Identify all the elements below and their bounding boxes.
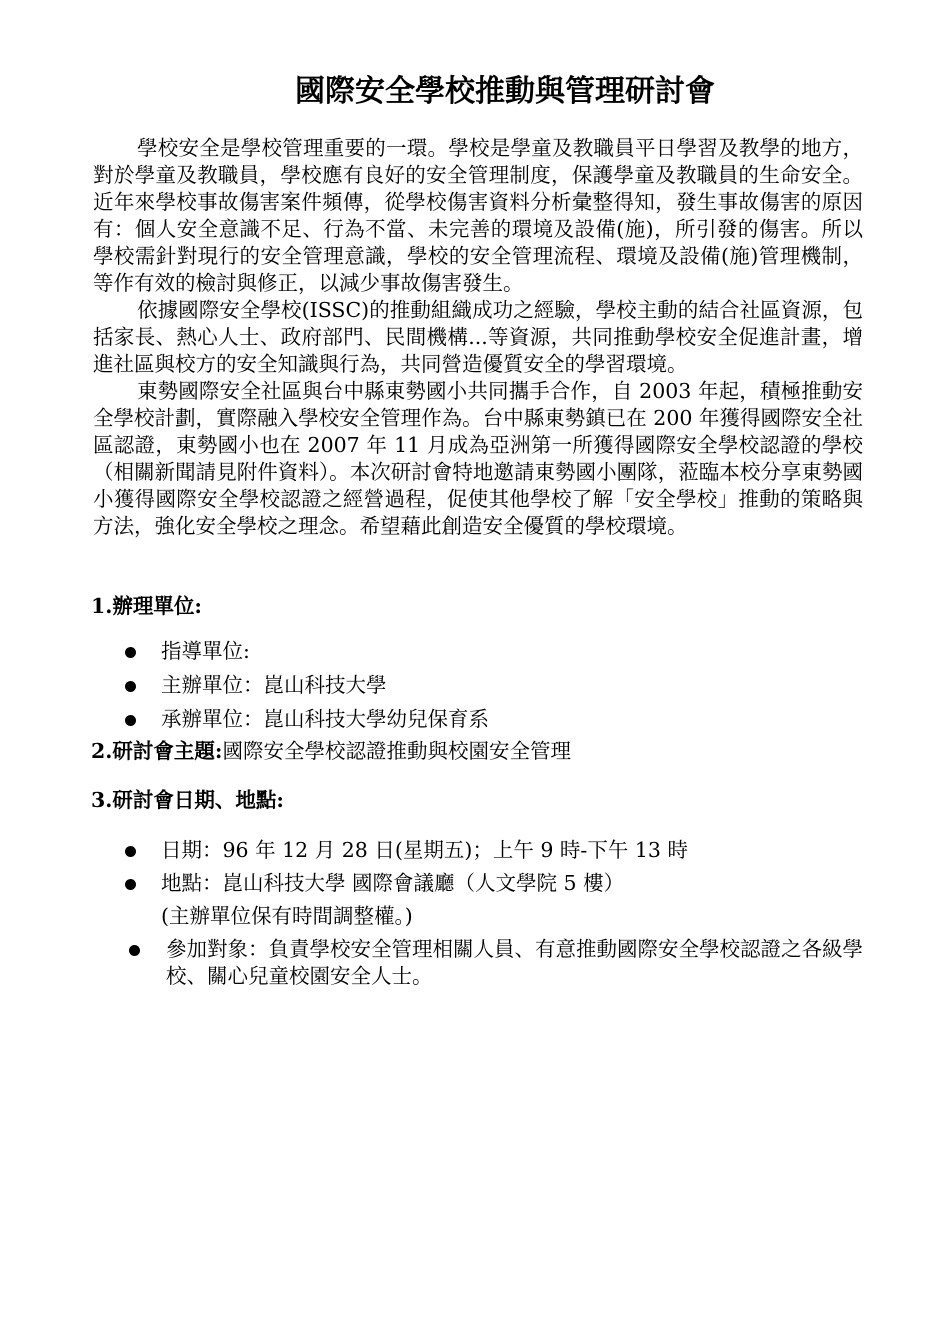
section-date-location	[91, 787, 871, 990]
section-1-heading: 1.辦理單位:	[91, 594, 202, 618]
list-item-participants: 參加對象：負責學校安全管理相關人員、有意推動國際安全學校認證之各級學校、關心兒童校園安全人士。	[91, 936, 871, 990]
bullet-icon	[125, 715, 136, 726]
theme-value: 國際安全學校認證推動與校園安全管理	[222, 739, 571, 763]
list-item-date: 日期：96 年 12 月 28 日(星期五)；上午 9 時-下午 13 時	[91, 837, 871, 864]
bullet-icon	[129, 945, 140, 956]
list-item: 指導單位:	[91, 638, 871, 665]
bullet-icon	[125, 681, 136, 692]
list-item: 主辦單位：崑山科技大學	[91, 672, 871, 699]
participants-list	[91, 936, 871, 990]
paragraph-2: 依據國際安全學校(ISSC)的推動組織成功之經驗，學校主動的結合社區資源，包括家長、熱心人士、政府部門、民間機構...等資源，共同推動學校安全促進計畫，增進社區與校方的安全知識與行為，共同營造優質安全的學習環境。	[93, 298, 863, 376]
list-item: 承辦單位：崑山科技大學幼兒保育系	[91, 706, 871, 733]
paragraph-1: 學校安全是學校管理重要的一環。學校是學童及教職員平日學習及教學的地方，對於學童及教職員，學校應有良好的安全管理制度，保護學童及教職員的生命安全。近年來學校事故傷害案件頻傳，從學校傷害資料分析彙整得知，發生事故傷害的原因有：個人安全意識不足、行為不當、未完善的環境及設備(施)，所引發的傷害。所以學校需針對現行的安全管理意識，學校的安全管理流程、環境及設備(施)管理機制，等作有效的檢討與修正，以減少事故傷害發生。	[93, 136, 863, 295]
list-item-location: 地點：崑山科技大學 國際會議廳（人文學院 5 樓）	[91, 870, 871, 897]
date-location-list	[91, 837, 871, 897]
bullet-icon	[125, 647, 136, 658]
schedule-note: (主辦單位保有時間調整權。)	[161, 904, 413, 928]
section-2-heading: 2.研討會主題:國際安全學校認證推動與校園安全管理	[91, 739, 571, 763]
paragraph-3: 東勢國際安全社區與台中縣東勢國小共同攜手合作，自 2003 年起，積極推動安全學校計劃，實際融入學校安全管理作為。台中縣東勢鎮已在 200 年獲得國際安全社區認證，東勢國小也在 2007 年 11 月成為亞洲第一所獲得國際安全學校認證的學校（相關新聞請見附件資料）。本次研討會特地邀請東勢國小團隊，蒞臨本校分享東勢國小獲得國際安全學校認證之經營過程，促使其他學校了解「安全學校」推動的策略與方法，強化安全學校之理念。希望藉此創造安全優質的學校環境。	[93, 379, 863, 538]
section-theme	[91, 738, 871, 765]
section-3-heading: 3.研討會日期、地點:	[91, 788, 284, 812]
section-organizers	[91, 593, 871, 733]
organizer-list	[91, 638, 871, 733]
intro-body	[93, 135, 863, 540]
bullet-icon	[125, 879, 136, 890]
document-title: 國際安全學校推動與管理研討會	[295, 74, 715, 109]
bullet-icon	[125, 846, 136, 857]
